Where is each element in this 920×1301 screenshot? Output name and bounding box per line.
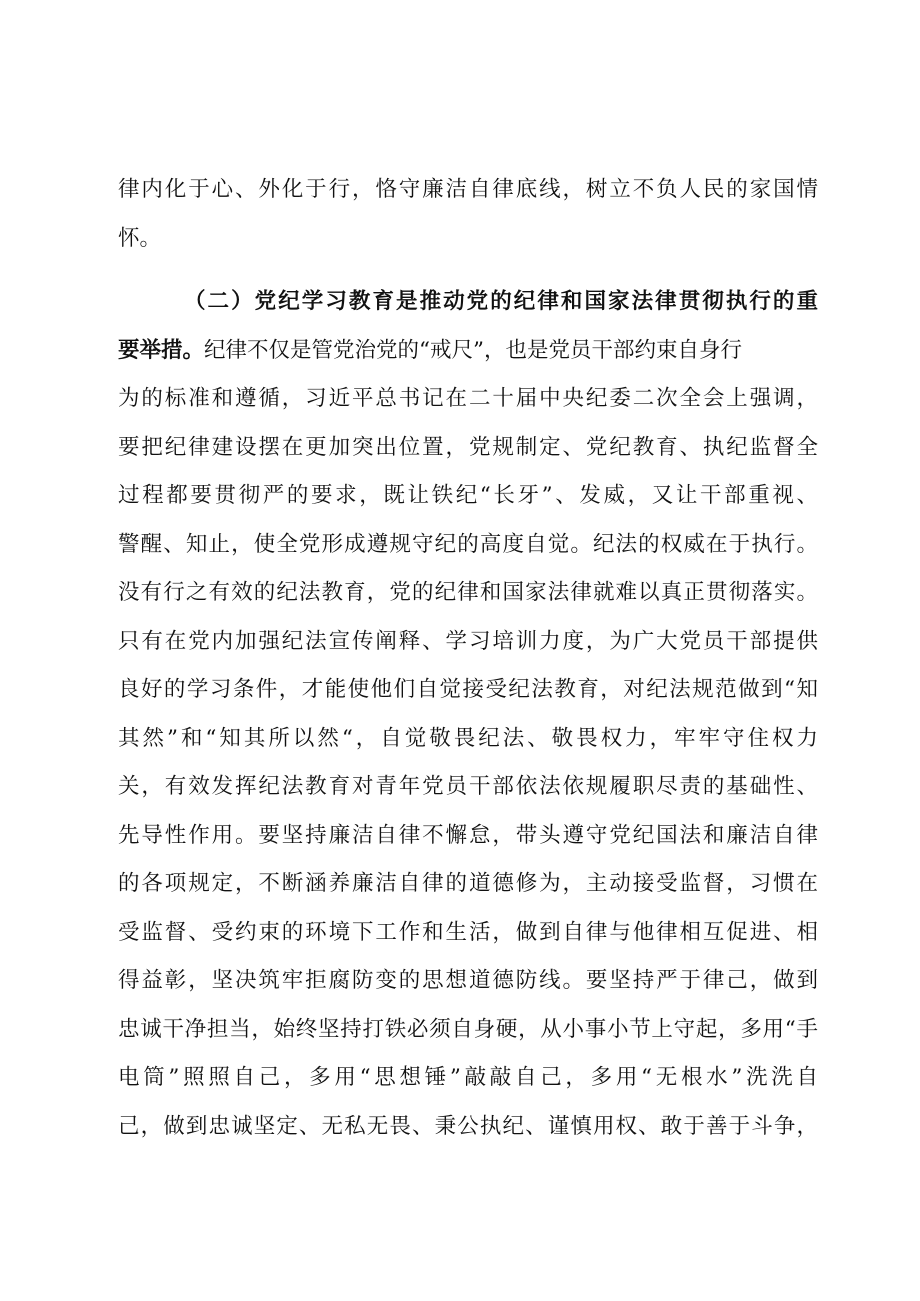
paragraph-line: 受监督、受约束的环境下工作和生活，做到自律与他律相互促进、相 [118,919,818,945]
paragraph-line: 只有在党内加强纪法宣传阐释、学习培训力度，为广大党员干部提供 [118,628,818,654]
paragraph-line: 的各项规定，不断涵养廉洁自律的道德修为，主动接受监督，习惯在 [118,871,818,896]
paragraph-line: 为的标准和遵循，习近平总书记在二十届中央纪委二次全会上强调， [118,386,818,411]
paragraph-line: 怀。 [118,225,162,251]
section-heading-line: （二）党纪学习教育是推动党的纪律和国家法律贯彻执行的重 [184,289,818,314]
paragraph-gap [118,263,818,278]
paragraph-line: 律内化于心、外化于行，恪守廉洁自律底线，树立不负人民的家国情 [118,177,818,202]
paragraph-line: 过程都要贯彻严的要求，既让铁纪“长牙”、发威，又让干部重视、 [118,483,818,508]
document-body [118,166,818,1151]
paragraph-line: 关，有效发挥纪法教育对青年党员干部依法依规履职尽责的基础性、 [118,774,818,799]
paragraph-line: 要把纪律建设摆在更加突出位置，党规制定、党纪教育、执纪监督全 [118,434,818,460]
section-heading-line-2 [118,327,818,376]
paragraph-line: 电筒”照照自己，多用“思想锤”敲敲自己，多用“无根水”洗洗自 [118,1065,818,1090]
paragraph-line-text: 纪律不仅是管党治党的“戒尺”，也是党员干部约束自身行 [204,337,743,363]
paragraph-line: 良好的学习条件，才能使他们自觉接受纪法教育，对纪法规范做到“知 [118,677,818,702]
paragraph-line: 其然”和“知其所以然“，自觉敬畏纪法、敬畏权力，牢牢守住权力 [118,725,818,751]
paragraph-2 [118,278,818,1151]
paragraph-line: 没有行之有效的纪法教育，党的纪律和国家法律就难以真正贯彻落实。 [118,580,818,605]
paragraph-line: 忠诚干净担当，始终坚持打铁必须自身硬，从小事小节上守起，多用“手 [118,1016,818,1042]
paragraph-line: 得益彰，坚决筑牢拒腐防变的思想道德防线。要坚持严于律己，做到 [118,968,818,993]
paragraph-1 [118,166,818,263]
section-heading-end: 要举措。 [118,337,205,363]
paragraph-line: 己，做到忠诚坚定、无私无畏、秉公执纪、谨慎用权、敢于善于斗争， [118,1113,818,1139]
paragraph-line: 先导性作用。要坚持廉洁自律不懈怠，带头遵守党纪国法和廉洁自律 [118,822,818,848]
paragraph-line: 警醒、知止，使全党形成遵规守纪的高度自觉。纪法的权威在于执行。 [118,531,818,557]
